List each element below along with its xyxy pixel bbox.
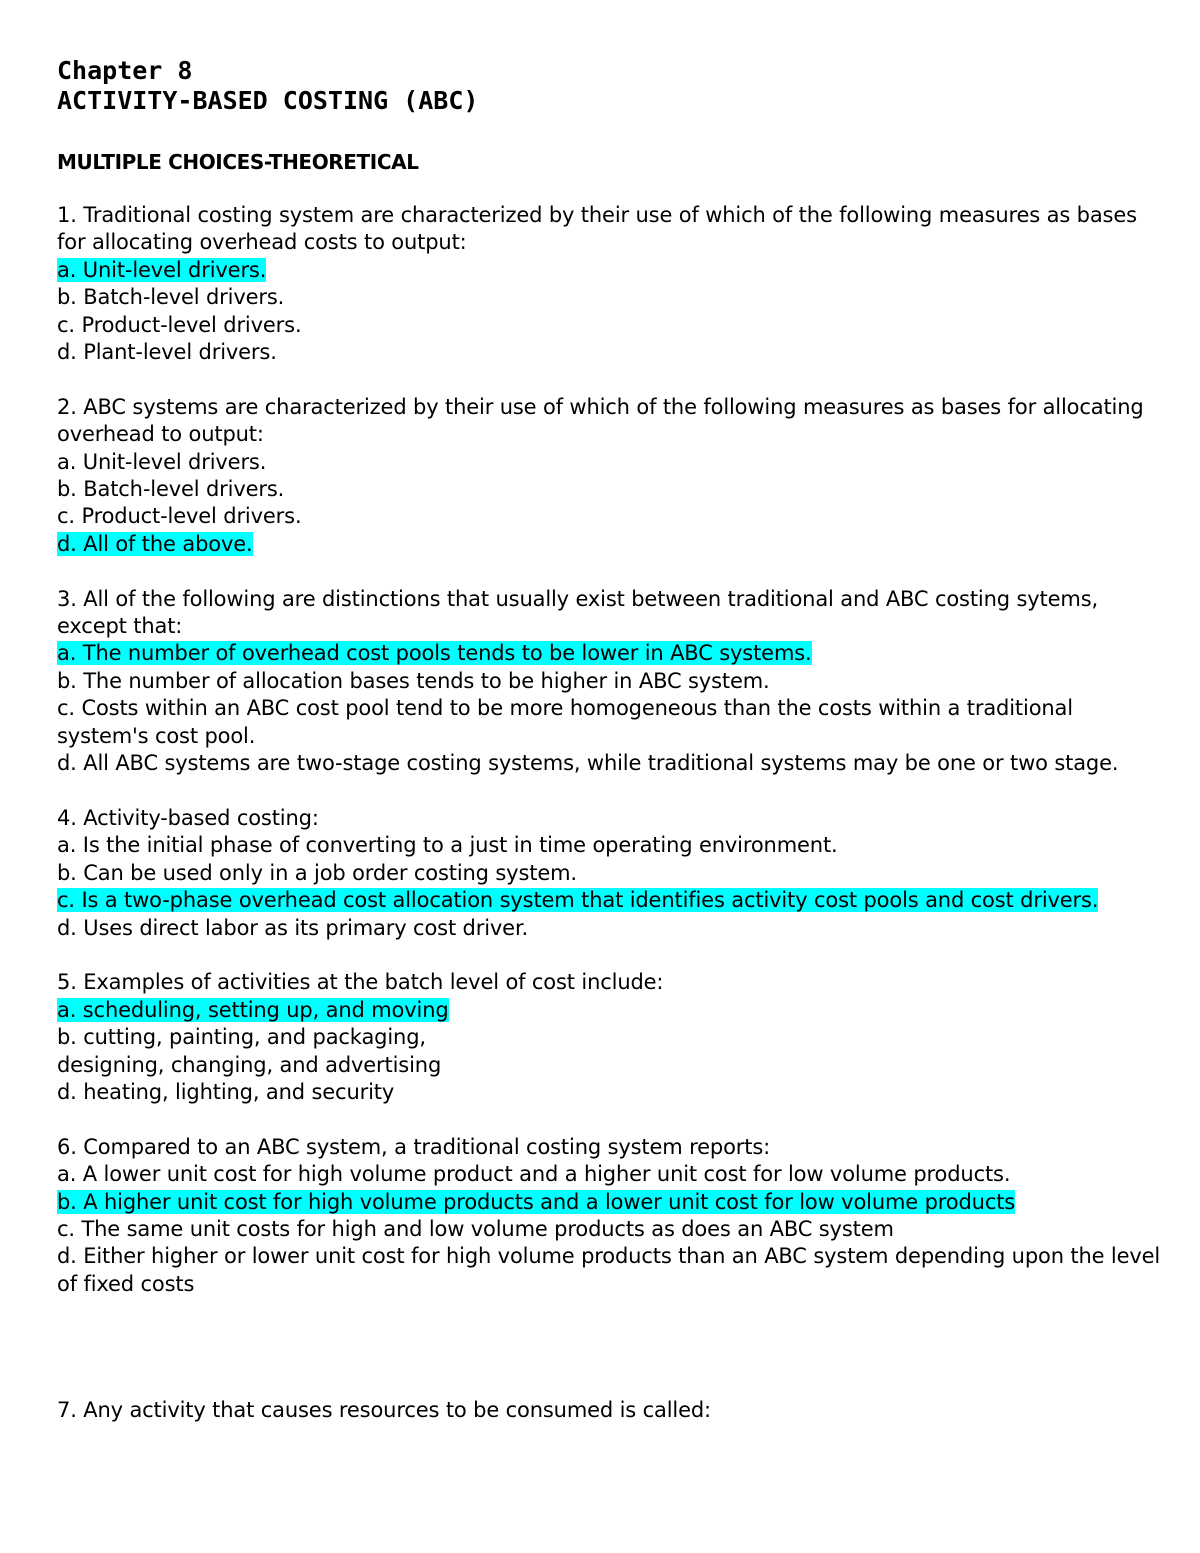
answer-text: d. heating, lighting, and security (57, 1079, 395, 1104)
question-item (57, 969, 1167, 1106)
question-text: 3. All of the following are distinctions that usually exist between traditional and ABC costing sytems, except that: (57, 586, 1099, 639)
answer-text: b. cutting, painting, and packaging, (57, 1025, 426, 1050)
answer-option (57, 640, 1167, 667)
answer-text: c. Costs within an ABC cost pool tend to be more homogeneous than the costs within a traditional system's cost pool. (57, 696, 1073, 748)
answer-text: d. Plant-level drivers. (57, 340, 277, 365)
answer-option (57, 1052, 1167, 1079)
answer-option (57, 1161, 1167, 1188)
highlighted-answer-text: a. Unit-level drivers. (57, 257, 267, 282)
question-text: 5. Examples of activities at the batch level of cost include: (57, 970, 664, 995)
answer-option (57, 1216, 1167, 1243)
section-heading: MULTIPLE CHOICES-THEORETICAL (57, 150, 419, 174)
highlighted-answer-text: a. scheduling, setting up, and moving (57, 997, 449, 1022)
document-page (57, 56, 1167, 1451)
question-text: 4. Activity-based costing: (57, 805, 319, 830)
answer-option (57, 257, 1167, 284)
question-list (57, 202, 1167, 1424)
answer-text: a. Is the initial phase of converting to a just in time operating environment. (57, 833, 838, 858)
question-text: 1. Traditional costing system are characterized by their use of which of the following measures as bases for allocating overhead costs to output: (57, 203, 1137, 255)
answer-option (57, 668, 1167, 695)
answer-option (57, 284, 1167, 311)
answer-text: c. Product-level drivers. (57, 504, 302, 529)
answer-text: b. Batch-level drivers. (57, 477, 285, 502)
answer-text: a. A lower unit cost for high volume product and a higher unit cost for low volume products. (57, 1162, 1011, 1187)
question-item (57, 586, 1167, 778)
chapter-heading: Chapter 8 (57, 56, 193, 85)
answer-option (57, 339, 1167, 366)
answer-text: b. The number of allocation bases tends to be higher in ABC system. (57, 668, 770, 693)
answer-text: designing, changing, and advertising (57, 1052, 442, 1077)
question-item (57, 1134, 1167, 1298)
answer-option (57, 1243, 1167, 1298)
answer-text: b. Batch-level drivers. (57, 285, 285, 310)
answer-option (57, 1024, 1167, 1051)
answer-option (57, 1189, 1167, 1216)
answer-text: b. Can be used only in a job order costing system. (57, 860, 577, 885)
answer-option (57, 750, 1167, 777)
question-text: 7. Any activity that causes resources to be consumed is called: (57, 1397, 711, 1422)
answer-text: d. All ABC systems are two-stage costing systems, while traditional systems may be one or two stage. (57, 751, 1119, 776)
question-item (57, 805, 1167, 942)
highlighted-answer-text: d. All of the above. (57, 531, 253, 556)
question-item (57, 1397, 1167, 1424)
question-text: 6. Compared to an ABC system, a traditional costing system reports: (57, 1134, 771, 1159)
answer-option (57, 695, 1167, 750)
answer-text: c. The same unit costs for high and low volume products as does an ABC system (57, 1216, 894, 1241)
answer-option (57, 476, 1167, 503)
answer-option (57, 1079, 1167, 1106)
highlighted-answer-text: c. Is a two-phase overhead cost allocation system that identifies activity cost pools and cost drivers. (57, 888, 1099, 913)
answer-option (57, 832, 1167, 859)
answer-option (57, 531, 1167, 558)
answer-text: a. Unit-level drivers. (57, 449, 267, 474)
answer-text: c. Product-level drivers. (57, 312, 302, 337)
answer-option (57, 915, 1167, 942)
answer-option (57, 449, 1167, 476)
question-item (57, 394, 1167, 558)
page-spacer (57, 1326, 1167, 1397)
answer-option (57, 860, 1167, 887)
answer-option (57, 503, 1167, 530)
highlighted-answer-text: a. The number of overhead cost pools tends to be lower in ABC systems. (57, 641, 812, 666)
question-item (57, 202, 1167, 366)
answer-text: d. Either higher or lower unit cost for high volume products than an ABC system depending upon the level of fixed costs (57, 1244, 1161, 1296)
answer-text: d. Uses direct labor as its primary cost driver. (57, 915, 529, 940)
answer-option (57, 887, 1167, 914)
document-title: ACTIVITY-BASED COSTING (ABC) (57, 86, 479, 115)
answer-option (57, 997, 1167, 1024)
highlighted-answer-text: b. A higher unit cost for high volume products and a lower unit cost for low volume products (57, 1189, 1016, 1214)
question-text: 2. ABC systems are characterized by their use of which of the following measures as bases for allocating overhead to output: (57, 394, 1144, 447)
answer-option (57, 312, 1167, 339)
